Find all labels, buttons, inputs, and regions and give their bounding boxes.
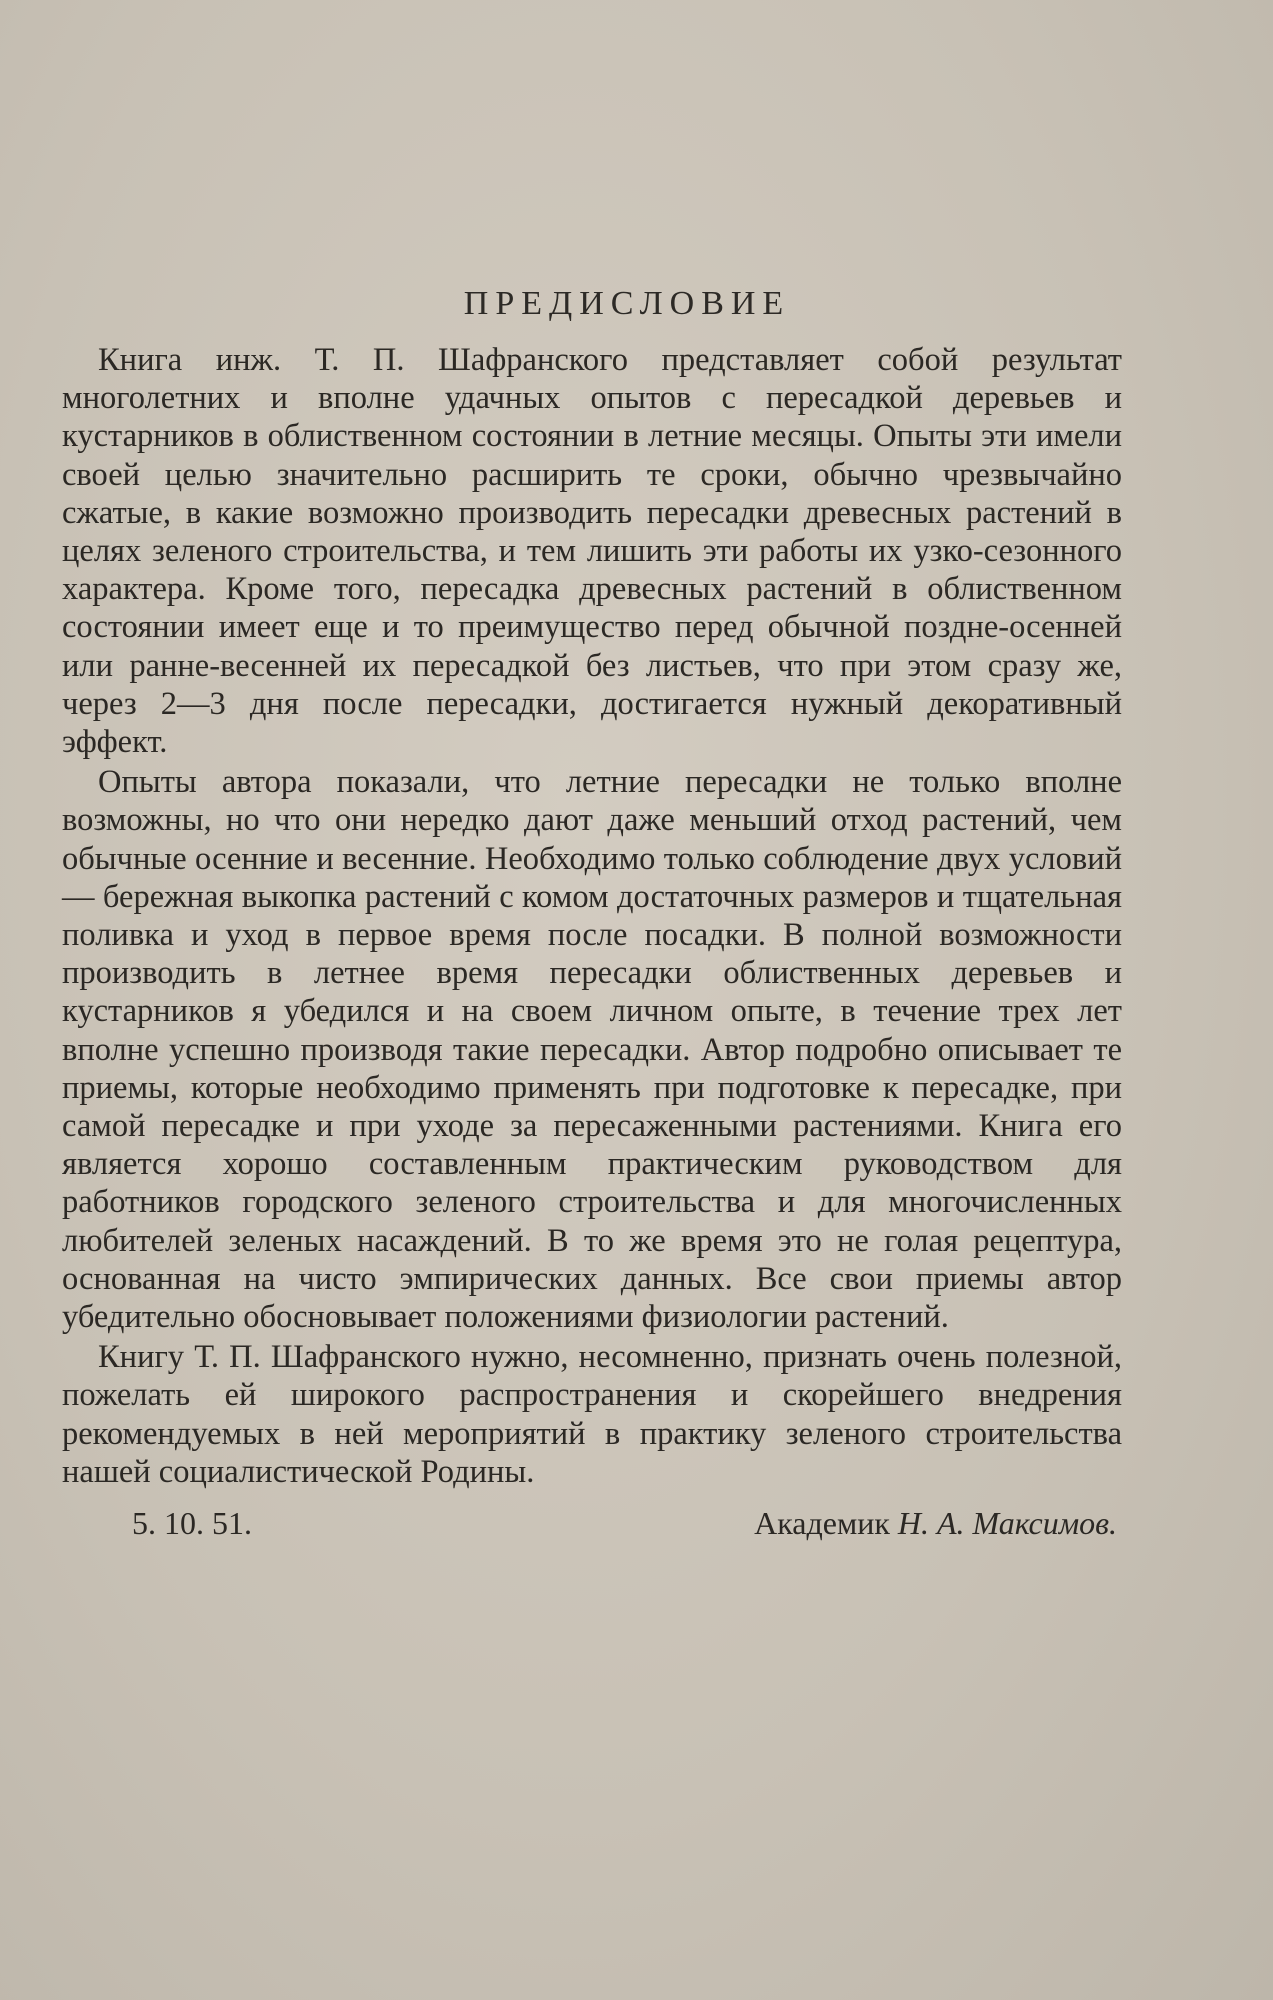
signature-title: Академик (754, 1505, 890, 1542)
signature (754, 1505, 1117, 1542)
date: 5. 10. 51. (132, 1505, 252, 1542)
paragraph-1: Книга инж. Т. П. Шафранского представляет собой результат многолетних и вполне удачных опытов с пересадкой деревьев и кустарников в облиственном состоянии в летние месяцы. Опыты эти имели своей целью значительно расширить те сроки, обычно чрезвычайно сжатые, в какие возможно производить пересадки древесных растений в целях зеленого строительства, и тем лишить эти работы их узко-сезонного характера. Кроме того, пересадка древесных растений в облиственном состоянии имеет еще и то преимущество перед обычной поздне-осенней или ранне-весенней их пересадкой без листьев, что при этом сразу же, через 2—3 дня после пересадки, достигается нужный декоративный эффект. (62, 342, 1122, 761)
paragraph-2: Опыты автора показали, что летние пересадки не только вполне возможны, но что они нередко дают даже меньший отход растений, чем обычные осенние и весенние. Необходимо только соблюдение двух условий — бережная выкопка растений с комом достаточных размеров и тщательная поливка и уход в первое время после посадки. В полной возможности производить в летнее время пересадки облиственных деревьев и кустарников я убедился и на своем личном опыте, в течение трех лет вполне успешно производя такие пересадки. Автор подробно описывает те приемы, которые необходимо применять при подготовке к пересадке, при самой пересадке и при уходе за пересаженными растениями. Книга его является хорошо составленным практическим руководством для работников городского зеленого строительства и для многочисленных любителей зеленых насаждений. В то же время это не голая рецептура, основанная на чисто эмпирических данных. Все свои приемы автор убедительно обосновывает положениями физиологии растений. (62, 764, 1122, 1336)
signature-name: Н. А. Максимов. (897, 1505, 1117, 1542)
preface-page (62, 285, 1122, 1542)
paragraph-3: Книгу Т. П. Шафранского нужно, несомненно, признать очень полезной, пожелать ей широкого распространения и скорейшего внедрения рекомендуемых в ней мероприятий в практику зеленого строительства нашей социалистической Родины. (62, 1339, 1122, 1490)
page-title: ПРЕДИСЛОВИЕ (463, 285, 791, 322)
footer (62, 1505, 1122, 1542)
